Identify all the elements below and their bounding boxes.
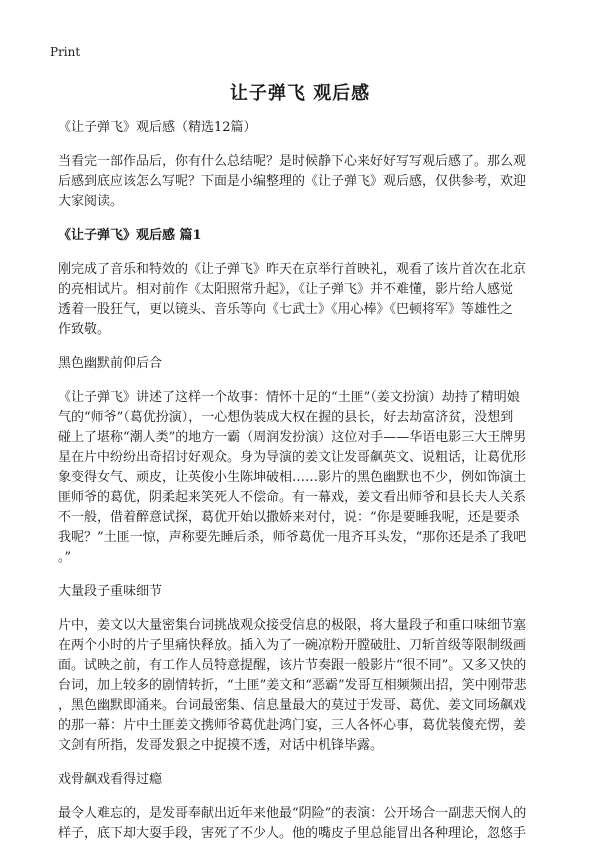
paragraph-2 [58,388,548,568]
text-line: 《让子弹飞》讲述了这样一个故事：情怀十足的“土匪”（姜文扮演）劫持了精明娘 [58,390,520,405]
text-line: 片中，姜文以大量密集台词挑战观众接受信息的极限，将大量段子和重口味细节塞 [58,618,527,633]
text-line: 匪师爷的葛优，阴柔起来笑死人不偿命。有一幕戏，姜文看出师爷和县长夫人关系 [58,490,527,505]
section-heading-1: 黑色幽默前仰后合 [58,356,163,371]
paragraph-3 [58,616,548,756]
text-line: 碰上了堪称“潮人类”的地方一霸（周润发扮演）这位对手——华语电影三大王牌男 [58,430,527,445]
text-line: 我呢？”土匪一惊，声称要先睡后杀，师爷葛优一甩齐耳头发，“那你还是杀了我吧 [58,530,527,545]
text-line: 的那一幕：片中土匪姜文携师爷葛优赴鸿门宴，三人各怀心事，葛优装傻充愣，姜 [58,718,527,733]
text-line: 。” [58,550,72,565]
section-heading-2: 大量段子重味细节 [58,584,163,599]
text-line: 样子，底下却大耍手段，害死了不少人。他的嘴皮子里总能冒出各种理论，忽悠手 [58,826,527,841]
text-line: 台词，加上较多的剧情转折，“土匪”姜文和“恶霸”发哥互相频频出招，笑中刚带悲 [58,678,527,693]
text-line: 大家阅读。 [58,194,124,209]
text-line: 星在片中纷纷出奇招讨好观众。身为导演的姜文让发哥飙英文、说粗话，让葛优形 [58,450,527,465]
text-line: 文剑有所指，发哥发狠之中捉摸不透，对话中机锋毕露。 [58,738,384,753]
text-line: 的亮相试片。相对前作《太阳照常升起》，《让子弹飞》并不难懂，影片给人感觉 [58,282,514,297]
document-body [58,118,548,858]
text-line: 在两个小时的片子里痛快释放。插入为了一碗凉粉开膛破肚、刀斩首级等限制级画 [58,638,527,653]
text-line: 不一般，借着醉意试探，葛优开始以撒娇来对付，说：“你是要睡我呢，还是要杀 [58,510,520,525]
intro-paragraph [58,152,548,212]
text-line: 面。试映之前，有工作人员特意提醒，该片节奏跟一般影片“很不同”。又多又快的 [58,658,527,673]
print-link[interactable]: Print [50,45,81,59]
paragraph-4 [58,804,548,844]
subtitle: 《让子弹飞》观后感（精选12篇） [58,120,257,135]
text-line: 气的“师爷”（葛优扮演），一心想伪装成大权在握的县长，好去劫富济贫，没想到 [58,410,514,425]
article-heading: 《让子弹飞》观后感 篇1 [58,228,202,243]
text-line: 象变得女气、顽皮，让英俊小生陈坤破相……影片的黑色幽默也不少，例如饰演土 [58,470,527,485]
text-line: 透着一股狂气，更以镜头、音乐等向《七武士》《用心棒》《巴顿将军》等雄性之 [58,302,514,317]
text-line: 当看完一部作品后，你有什么总结呢？是时候静下心来好好写写观后感了。那么观 [58,154,527,169]
section-heading-3: 戏骨飙戏看得过瘾 [58,772,163,787]
text-line: ，黑色幽默即涌来。台词最密集、信息量最大的莫过于发哥、葛优、姜文同场飙戏 [58,698,527,713]
paragraph-1 [58,260,548,340]
text-line: 作致敬。 [58,322,111,337]
text-line: 后感到底应该怎么写呢？下面是小编整理的《让子弹飞》观后感，仅供参考，欢迎 [58,174,527,189]
page-title: 让子弹飞 观后感 [229,83,371,104]
text-line: 最令人难忘的，是发哥奉献出近年来他最“阴险”的表演：公开场合一副悲天悯人的 [58,806,527,821]
text-line: 刚完成了音乐和特效的《让子弹飞》昨天在京举行首映礼，观看了该片首次在北京 [58,262,527,277]
